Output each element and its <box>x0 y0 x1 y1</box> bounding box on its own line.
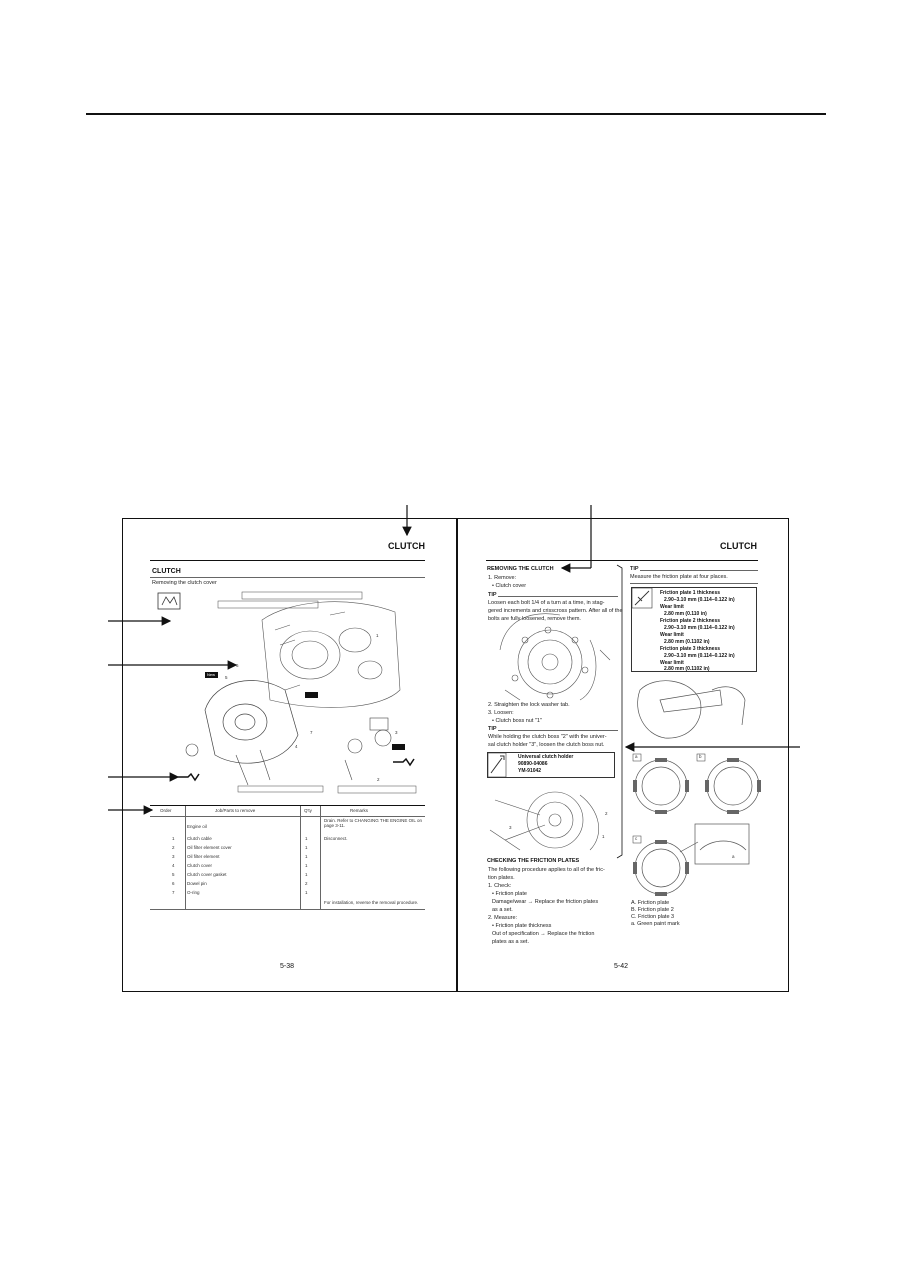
row-part: Oil filter element cover <box>187 845 232 850</box>
tip-label: TIP <box>488 592 497 598</box>
row-remark: Disconnect. <box>324 836 348 841</box>
diagram-number-4: 4 <box>295 744 298 749</box>
diagram-number-2: 2 <box>377 777 380 782</box>
spec-line: 2.90–3.10 mm (0.114–0.122 in) <box>664 597 735 603</box>
spec-line: Friction plate 3 thickness <box>660 646 721 652</box>
tool-number-1: 90890-04086 <box>518 761 548 767</box>
spec-line: Wear limit <box>660 660 684 666</box>
checking-text: 2. Measure: <box>488 915 518 921</box>
legend-item: B. Friction plate 2 <box>631 907 674 913</box>
row-remark: Drain. Refer to CHANGING THE ENGINE OIL on page 3-11. <box>324 818 423 828</box>
tip-text: While holding the clutch boss "2" with the univer- <box>488 734 607 740</box>
row-order: 4 <box>172 863 175 868</box>
checking-text: Out of specification → Replace the friction <box>492 931 595 937</box>
tool-number-2: YM-91042 <box>518 768 542 774</box>
row-part: Engine oil <box>187 824 207 829</box>
checking-friction-heading: CHECKING THE FRICTION PLATES <box>487 858 580 864</box>
plate-label-a: a <box>635 754 638 759</box>
row-part: O-ring <box>187 890 200 895</box>
checking-text: • Friction plate <box>492 891 527 897</box>
legend-item: C. Friction plate 3 <box>631 914 675 920</box>
tip-text: Loosen each bolt 1/4 of a turn at a time, in stag- <box>488 600 605 606</box>
step-text: 1. Remove: <box>488 575 517 581</box>
right-page-number: 5-42 <box>614 963 629 970</box>
plate-label-b: b <box>699 754 702 759</box>
spec-line: Wear limit <box>660 604 684 610</box>
row-order: 5 <box>172 872 175 877</box>
step-text: • Clutch cover <box>492 583 527 589</box>
left-page-header: CLUTCH <box>388 541 425 551</box>
checking-text: tion plates. <box>488 875 515 881</box>
right-page-header: CLUTCH <box>720 541 757 551</box>
left-page-number: 5-38 <box>280 963 295 970</box>
th-remarks: Remarks <box>350 808 369 813</box>
photo-number: 2 <box>605 811 608 816</box>
checking-text: The following procedure applies to all of the fric- <box>488 867 605 873</box>
spec-line: 2.90–3.10 mm (0.114–0.122 in) <box>664 625 735 631</box>
row-qty: 1 <box>305 872 308 877</box>
row-part: Clutch cover gasket <box>187 872 227 877</box>
spec-line: 2.80 mm (0.110 in) <box>664 611 707 617</box>
tool-name: Universal clutch holder <box>518 754 574 760</box>
legend-item: a. Green paint mark <box>631 921 680 927</box>
tip-label-right: TIP <box>630 566 639 572</box>
spec-line: 2.90–3.10 mm (0.114–0.122 in) <box>664 653 735 659</box>
row-part: Oil filter element <box>187 854 220 859</box>
photo-number: 1 <box>602 834 605 839</box>
spec-line: 2.80 mm (0.1102 in) <box>664 666 710 672</box>
step-text: • Clutch boss nut "1" <box>492 718 542 724</box>
row-qty: 1 <box>305 836 308 841</box>
row-order: 1 <box>172 836 175 841</box>
checking-text: plates as a set. <box>492 939 529 945</box>
tip-text: sal clutch holder "3", loosen the clutch boss nut. <box>488 742 605 748</box>
photo-number: 3 <box>509 825 512 830</box>
left-section-title: CLUTCH <box>152 568 181 575</box>
left-subtitle: Removing the clutch cover <box>152 580 217 586</box>
diagram-number-6: 6 <box>236 663 239 668</box>
row-qty: 1 <box>305 854 308 859</box>
row-qty: 1 <box>305 863 308 868</box>
spec-line: Friction plate 1 thickness <box>660 590 721 596</box>
tip-text: bolts are fully loosened, remove them. <box>488 616 581 622</box>
checking-text: Damage/wear → Replace the friction plates <box>492 899 599 905</box>
row-part: Dowel pin <box>187 881 207 886</box>
row-qty: 1 <box>305 890 308 895</box>
checking-text: • Friction plate thickness <box>492 923 552 929</box>
table-footnote: For installation, reverse the removal procedure. <box>324 900 419 905</box>
row-part: Clutch cover <box>187 863 213 868</box>
tip-text: gered increments and crisscross pattern. After all of the <box>488 608 623 614</box>
th-part: Job/Parts to remove <box>215 808 256 813</box>
row-qty: 2 <box>305 881 308 886</box>
th-order: Order <box>160 808 172 813</box>
plate-label-c: c <box>635 836 638 841</box>
row-order: 2 <box>172 845 175 850</box>
diagram-number-3: 3 <box>395 730 398 735</box>
removing-clutch-heading: REMOVING THE CLUTCH <box>487 566 554 572</box>
diagram-number-5: 5 <box>225 675 228 680</box>
tip-label: TIP <box>488 726 497 732</box>
tip-text-right: Measure the friction plate at four places. <box>630 574 728 580</box>
checking-text: as a set. <box>492 907 513 913</box>
zoom-label-a: a <box>732 854 735 859</box>
row-qty: 1 <box>305 845 308 850</box>
spec-line: Wear limit <box>660 632 684 638</box>
step-text: 2. Straighten the lock washer tab. <box>488 702 570 708</box>
spec-line: 2.80 mm (0.1102 in) <box>664 639 710 645</box>
step-text: 3. Loosen: <box>488 710 514 716</box>
row-part: Clutch cable <box>187 836 212 841</box>
row-order: 7 <box>172 890 175 895</box>
legend-item: A. Friction plate <box>631 900 670 906</box>
checking-text: 1. Check: <box>488 883 512 889</box>
row-order: 6 <box>172 881 175 886</box>
diagram-number-7: 7 <box>310 730 313 735</box>
new-badge: New <box>207 672 216 677</box>
th-qty: Q'ty <box>304 808 312 813</box>
spec-line: Friction plate 2 thickness <box>660 618 721 624</box>
row-order: 3 <box>172 854 175 859</box>
diagram-number-1: 1 <box>376 633 379 638</box>
